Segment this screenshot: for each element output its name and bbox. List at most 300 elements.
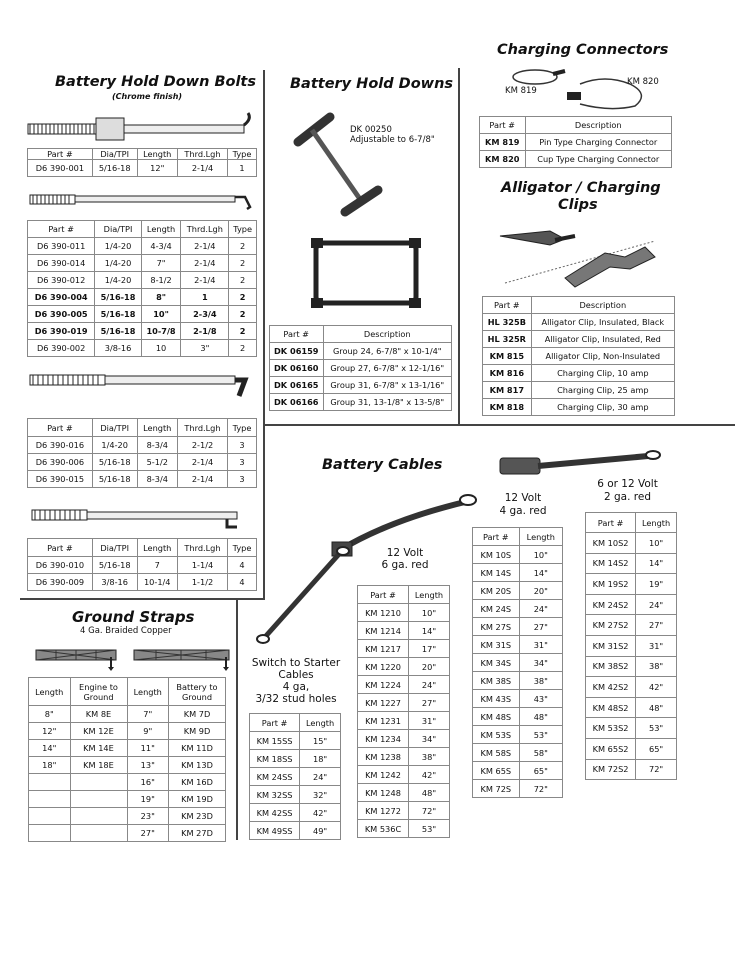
table-cell: KM 72S2 [586, 759, 636, 780]
table-cell: Group 31, 13-1/8" x 13-5/8" [323, 394, 452, 411]
table-cell: Group 31, 6-7/8" x 13-1/16" [323, 377, 452, 394]
table-cell: KM 32SS [250, 786, 300, 804]
table-cell: 48" [519, 708, 562, 726]
table-cell: KM 1234 [358, 730, 409, 748]
table-cell: KM 27D [169, 825, 226, 842]
table-cell: KM 10S [473, 546, 520, 564]
bolt-type3-image [30, 370, 255, 400]
table-row [29, 808, 226, 825]
table-cell: 42" [636, 677, 677, 698]
table-cell: KM 42SS [250, 804, 300, 822]
table-cell: 3 [228, 471, 257, 488]
table-row [483, 331, 675, 348]
table-cell: 2-1/4 [177, 454, 227, 471]
table-cell: 10" [636, 533, 677, 554]
table-cell: 15" [300, 732, 341, 750]
table-cell: 7 [137, 557, 177, 574]
table-row [483, 314, 675, 331]
connectors-title: Charging Connectors [497, 42, 669, 58]
table-cell: 42" [300, 804, 341, 822]
table-row [473, 726, 563, 744]
table-cell: 72" [409, 802, 450, 820]
table-cell: KM 18SS [250, 750, 300, 768]
table-cell: KM 43S [473, 690, 520, 708]
table-cell: KM 38S [473, 672, 520, 690]
col-header: Type [228, 419, 257, 437]
table-cell: 34" [409, 730, 450, 748]
table-cell: 2-1/4 [177, 471, 227, 488]
red4-label-line2: 4 ga. red [499, 505, 547, 517]
table-cell: 12" [137, 160, 177, 177]
table-header [29, 678, 226, 706]
table-cell: 2-3/4 [181, 306, 229, 323]
bolts-table-4 [27, 538, 257, 591]
table-cell: 2-1/4 [181, 255, 229, 272]
table-row [586, 759, 677, 780]
table-row [586, 615, 677, 636]
table-cell: 20" [519, 582, 562, 600]
starter-cables-table [249, 713, 341, 840]
table-cell: 1/4-20 [95, 272, 141, 289]
table-cell: KM 72S [473, 780, 520, 798]
table-cell: KM 65S2 [586, 738, 636, 759]
table-header [28, 221, 257, 238]
table-cell: 27" [519, 618, 562, 636]
connector-label-a: KM 819 [505, 86, 537, 96]
table-row [28, 437, 257, 454]
table-cell: Cup Type Charging Connector [525, 151, 672, 168]
table-row [358, 730, 450, 748]
table-cell: 1-1/4 [177, 557, 227, 574]
table-row [358, 676, 450, 694]
table-cell: KM 58S [473, 744, 520, 762]
table-cell: KM 27S2 [586, 615, 636, 636]
col-header: Part # [586, 513, 636, 533]
table-row [586, 677, 677, 698]
table-cell: KM 1220 [358, 658, 409, 676]
col-header: Length [519, 528, 562, 546]
table-cell: KM 24S2 [586, 594, 636, 615]
divider-center-right [458, 68, 460, 426]
table-cell: 14" [29, 740, 71, 757]
table-cell: 8-1/2 [141, 272, 181, 289]
table-row [473, 618, 563, 636]
table-cell: 5/16-18 [92, 557, 137, 574]
table-row [358, 640, 450, 658]
holddown-frame-image [311, 238, 421, 308]
table-cell [70, 808, 127, 825]
col-header: Length [29, 678, 71, 706]
table-cell: 2-1/4 [181, 238, 229, 255]
table-row [29, 706, 226, 723]
table-cell: 24" [409, 676, 450, 694]
table-cell: D6 390-019 [28, 323, 95, 340]
table-cell: 10-1/4 [137, 574, 177, 591]
table-cell [29, 791, 71, 808]
table-cell: 5/16-18 [95, 306, 141, 323]
table-cell: KM 20S [473, 582, 520, 600]
table-cell: 9" [127, 723, 169, 740]
table-cell: 18" [300, 750, 341, 768]
table-cell: 10-7/8 [141, 323, 181, 340]
table-cell: KM 13D [169, 757, 226, 774]
ground-straps-image [36, 642, 236, 672]
table-cell: KM 10S2 [586, 533, 636, 554]
table-cell: D6 390-010 [28, 557, 93, 574]
table-cell: KM 18E [70, 757, 127, 774]
table-header [28, 539, 257, 557]
table-row [250, 732, 341, 750]
table-header [473, 528, 563, 546]
table-cell: KM 48S2 [586, 697, 636, 718]
table-row [29, 791, 226, 808]
table-cell: KM 14S [473, 564, 520, 582]
cable-starter-image [255, 545, 355, 645]
table-cell: KM 1248 [358, 784, 409, 802]
table-cell: Charging Clip, 10 amp [531, 365, 674, 382]
table-header [28, 149, 257, 160]
table-cell: 5/16-18 [95, 323, 141, 340]
table-cell: KM 1227 [358, 694, 409, 712]
ga2-label-line1: 6 or 12 Volt [597, 478, 658, 490]
table-row [586, 533, 677, 554]
table-cell: HL 325B [483, 314, 532, 331]
table-cell: KM 24S [473, 600, 520, 618]
table-cell: D6 390-006 [28, 454, 93, 471]
table-cell: 27" [127, 825, 169, 842]
table-cell: 14" [636, 553, 677, 574]
table-cell: 8" [29, 706, 71, 723]
table-cell: 48" [409, 784, 450, 802]
connector-label-b: KM 820 [627, 77, 659, 87]
holddowns-title: Battery Hold Downs [290, 76, 454, 92]
table-cell: 65" [519, 762, 562, 780]
table-cell: 24" [519, 600, 562, 618]
table-cell: KM 65S [473, 762, 520, 780]
table-cell: D6 390-014 [28, 255, 95, 272]
table-row [28, 557, 257, 574]
table-cell: 5/16-18 [92, 454, 137, 471]
table-cell: 43" [519, 690, 562, 708]
straps-table [28, 677, 226, 842]
table-row [586, 656, 677, 677]
table-cell [70, 774, 127, 791]
table-cell: Alligator Clip, Non-Insulated [531, 348, 674, 365]
table-row [358, 694, 450, 712]
table-row [358, 820, 450, 838]
col-header: Description [323, 326, 452, 343]
table-cell: 72" [636, 759, 677, 780]
col-header: Part # [28, 149, 93, 160]
col-header: Thrd.Lgh [177, 419, 227, 437]
table-row [358, 712, 450, 730]
col-header: Description [525, 117, 672, 134]
table-cell: KM 815 [483, 348, 532, 365]
table-cell: 12" [29, 723, 71, 740]
table-cell: 48" [636, 697, 677, 718]
table-cell: Group 27, 6-7/8" x 12-1/16" [323, 360, 452, 377]
table-cell: 53" [519, 726, 562, 744]
table-cell: KM 1214 [358, 622, 409, 640]
table-row [473, 582, 563, 600]
table-cell: KM 819 [480, 134, 526, 151]
table-cell: KM 53S2 [586, 718, 636, 739]
table-row [586, 574, 677, 595]
table-cell: KM 42S2 [586, 677, 636, 698]
col-header: Thrd.Lgh [177, 539, 227, 557]
holddown-note-line1: DK 00250 [350, 125, 392, 135]
table-row [28, 160, 257, 177]
table-row [250, 750, 341, 768]
table-cell: Pin Type Charging Connector [525, 134, 672, 151]
divider-bolts-right [263, 70, 265, 600]
table-cell: 11" [127, 740, 169, 757]
bolts-title: Battery Hold Down Bolts [55, 74, 256, 90]
divider-straps-right [236, 600, 238, 840]
red6-label-line2: 6 ga. red [381, 559, 429, 571]
col-header: Dia/TPI [92, 539, 137, 557]
table-cell: 8-3/4 [137, 471, 177, 488]
table-row [480, 151, 672, 168]
table-cell: 32" [300, 786, 341, 804]
table-cell: 14" [409, 622, 450, 640]
table-header [483, 297, 675, 314]
ga2-label-line2: 2 ga. red [603, 491, 651, 503]
table-cell: DK 06165 [270, 377, 324, 394]
table-cell: Charging Clip, 30 amp [531, 399, 674, 416]
table-cell: Alligator Clip, Insulated, Black [531, 314, 674, 331]
col-header: Part # [483, 297, 532, 314]
table-cell: DK 06166 [270, 394, 324, 411]
col-header: Length [300, 714, 341, 732]
table-cell: D6 390-011 [28, 238, 95, 255]
red4-cables-table [472, 527, 563, 798]
table-header [270, 326, 452, 343]
table-cell: 2 [229, 289, 257, 306]
ga2-cables-table [585, 512, 677, 780]
table-cell: Group 24, 6-7/8" x 10-1/4" [323, 343, 452, 360]
table-row [586, 553, 677, 574]
table-row [28, 471, 257, 488]
table-cell [29, 825, 71, 842]
table-cell: 2 [229, 238, 257, 255]
table-cell: 7" [141, 255, 181, 272]
col-header: Part # [28, 221, 95, 238]
table-cell: 23" [127, 808, 169, 825]
table-cell: KM 31S2 [586, 635, 636, 656]
table-row [483, 365, 675, 382]
table-cell: 10 [141, 340, 181, 357]
table-row [586, 594, 677, 615]
table-cell: D6 390-016 [28, 437, 93, 454]
table-cell: KM 1224 [358, 676, 409, 694]
table-cell: 2 [229, 272, 257, 289]
alligator-table [482, 296, 675, 416]
table-cell [29, 808, 71, 825]
table-cell: KM 16D [169, 774, 226, 791]
table-row [270, 377, 452, 394]
table-cell: KM 816 [483, 365, 532, 382]
starter-label-line4: 3/32 stud holes [255, 693, 337, 705]
table-cell: KM 31S [473, 636, 520, 654]
col-header: Length [409, 586, 450, 604]
col-header: Battery to Ground [169, 678, 226, 706]
table-cell: KM 1231 [358, 712, 409, 730]
col-header: Part # [250, 714, 300, 732]
table-cell: 1-1/2 [177, 574, 227, 591]
table-row [473, 654, 563, 672]
table-row [28, 306, 257, 323]
table-row [473, 744, 563, 762]
table-cell: KM 1210 [358, 604, 409, 622]
table-cell: 31" [636, 635, 677, 656]
red6-label-line1: 12 Volt [386, 547, 424, 559]
table-cell: 8-3/4 [137, 437, 177, 454]
table-cell: 2 [229, 340, 257, 357]
table-cell: KM 15SS [250, 732, 300, 750]
bolts-table-1 [27, 148, 257, 177]
table-cell: 72" [519, 780, 562, 798]
col-header: Thrd.Lgh [181, 221, 229, 238]
table-cell: KM 817 [483, 382, 532, 399]
table-row [250, 786, 341, 804]
table-cell: DK 06159 [270, 343, 324, 360]
table-cell: 17" [409, 640, 450, 658]
table-cell: 65" [636, 738, 677, 759]
col-header: Part # [28, 419, 93, 437]
table-row [28, 340, 257, 357]
col-header: Part # [28, 539, 93, 557]
table-cell: D6 390-001 [28, 160, 93, 177]
holddowns-table [269, 325, 452, 411]
table-cell [70, 791, 127, 808]
alligator-title-line1: Alligator / Charging [501, 180, 661, 196]
table-cell: D6 390-012 [28, 272, 95, 289]
table-cell: KM 1238 [358, 748, 409, 766]
table-cell: 4 [228, 574, 257, 591]
table-row [473, 690, 563, 708]
col-header: Thrd.Lgh [177, 149, 227, 160]
table-row [358, 658, 450, 676]
table-cell: Charging Clip, 25 amp [531, 382, 674, 399]
table-row [473, 780, 563, 798]
table-cell: 5/16-18 [92, 160, 137, 177]
col-header: Dia/TPI [92, 419, 137, 437]
table-cell: KM 53S [473, 726, 520, 744]
table-cell: KM 34S [473, 654, 520, 672]
table-cell: KM 23D [169, 808, 226, 825]
table-cell: 53" [636, 718, 677, 739]
table-cell: 3" [181, 340, 229, 357]
table-header [358, 586, 450, 604]
table-header [28, 419, 257, 437]
bolt-type1-image [28, 116, 253, 146]
col-header: Part # [270, 326, 324, 343]
col-header: Type [228, 539, 257, 557]
table-row [483, 382, 675, 399]
table-cell: 5/16-18 [95, 289, 141, 306]
table-cell: 1 [228, 160, 257, 177]
table-cell: 10" [141, 306, 181, 323]
straps-subtitle: 4 Ga. Braided Copper [80, 626, 172, 636]
table-cell: KM 9D [169, 723, 226, 740]
red4-label-line1: 12 Volt [504, 492, 542, 504]
table-cell: 7" [127, 706, 169, 723]
table-row [586, 718, 677, 739]
table-row [250, 822, 341, 840]
col-header: Length [127, 678, 169, 706]
table-cell: 53" [409, 820, 450, 838]
table-cell: 42" [409, 766, 450, 784]
table-cell: 3/8-16 [92, 574, 137, 591]
table-row [586, 738, 677, 759]
col-header: Type [229, 221, 257, 238]
starter-label-line3: 4 ga, [282, 681, 310, 693]
table-cell: D6 390-002 [28, 340, 95, 357]
table-cell: D6 390-015 [28, 471, 93, 488]
table-cell: 31" [519, 636, 562, 654]
table-cell: D6 390-009 [28, 574, 93, 591]
bolts-table-3 [27, 418, 257, 488]
table-cell: KM 1242 [358, 766, 409, 784]
table-row [28, 238, 257, 255]
table-cell: D6 390-005 [28, 306, 95, 323]
table-row [270, 360, 452, 377]
table-cell [29, 774, 71, 791]
table-cell: KM 14E [70, 740, 127, 757]
table-cell: 3 [228, 454, 257, 471]
col-header: Part # [358, 586, 409, 604]
table-row [250, 804, 341, 822]
table-cell: 1 [181, 289, 229, 306]
starter-label-line1: Switch to Starter [251, 657, 341, 669]
table-cell: 2 [229, 323, 257, 340]
table-cell: 2-1/4 [177, 160, 227, 177]
table-header [250, 714, 341, 732]
table-row [28, 272, 257, 289]
table-row [473, 564, 563, 582]
table-cell: 49" [300, 822, 341, 840]
table-row [28, 289, 257, 306]
table-row [480, 134, 672, 151]
table-row [483, 399, 675, 416]
table-row [473, 636, 563, 654]
table-row [28, 255, 257, 272]
table-cell: 19" [636, 574, 677, 595]
table-row [473, 762, 563, 780]
col-header: Length [137, 149, 177, 160]
alligator-clips-image [495, 218, 665, 288]
table-row [473, 708, 563, 726]
table-cell: 38" [636, 656, 677, 677]
table-row [29, 825, 226, 842]
table-row [29, 723, 226, 740]
table-cell: KM 8E [70, 706, 127, 723]
col-header: Part # [473, 528, 520, 546]
col-header: Length [141, 221, 181, 238]
table-cell: 1/4-20 [95, 255, 141, 272]
table-cell: KM 27S [473, 618, 520, 636]
table-row [586, 697, 677, 718]
table-cell: 24" [636, 594, 677, 615]
table-cell: 4-3/4 [141, 238, 181, 255]
table-cell: KM 11D [169, 740, 226, 757]
table-row [29, 740, 226, 757]
red6-cables-table [357, 585, 450, 838]
table-row [358, 604, 450, 622]
starter-label-line2: Cables [278, 669, 314, 681]
table-row [473, 672, 563, 690]
